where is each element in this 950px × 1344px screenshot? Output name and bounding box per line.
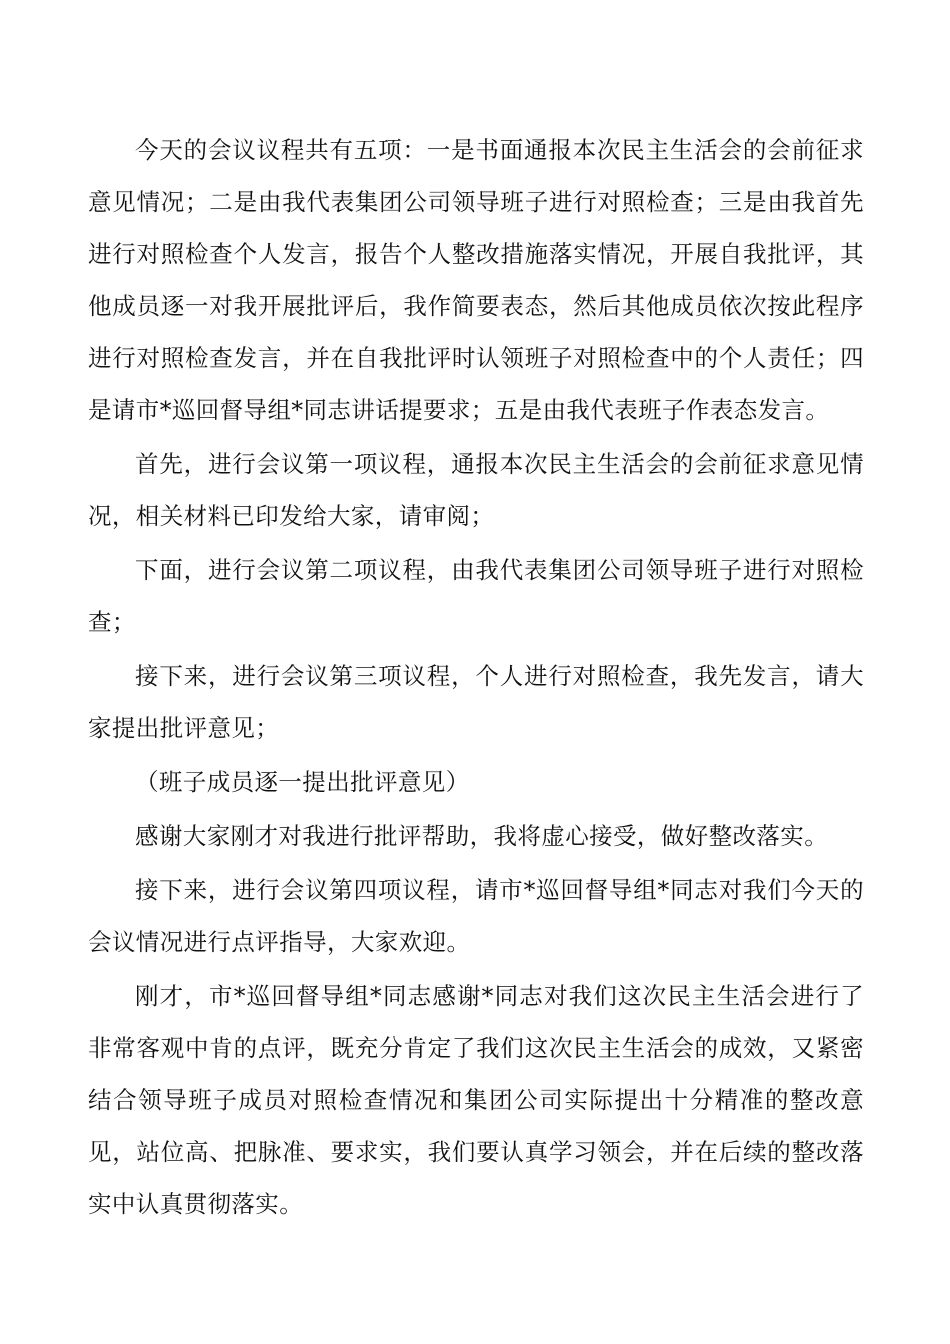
paragraph-thanks: 感谢大家刚才对我进行批评帮助，我将虚心接受，做好整改落实。: [135, 822, 829, 850]
paragraph-item-one: 首先，进行会议第一项议程，通报本次民主生活会的会前征求意见情况，相关材料已印发给大家，请审阅；: [88, 450, 864, 530]
paragraph-item-three: 接下来，进行会议第三项议程，个人进行对照检查，我先发言，请大家提出批评意见；: [88, 662, 864, 742]
paragraph-item-four: 接下来，进行会议第四项议程，请市*巡回督导组*同志对我们今天的会议情况进行点评指导，大家欢迎。: [88, 876, 864, 956]
paragraph-note: （班子成员逐一提出批评意见）: [135, 768, 470, 796]
document-body: [88, 124, 864, 1232]
paragraph-summary: 刚才，市*巡回督导组*同志感谢*同志对我们这次民主生活会进行了非常客观中肯的点评，既充分肯定了我们这次民主生活会的成效，又紧密结合领导班子成员对照检查情况和集团公司实际提出十分精准的整改意见，站位高、把脉准、要求实，我们要认真学习领会，并在后续的整改落实中认真贯彻落实。: [88, 982, 864, 1218]
paragraph-agenda: 今天的会议议程共有五项：一是书面通报本次民主生活会的会前征求意见情况；二是由我代表集团公司领导班子进行对照检查；三是由我首先进行对照检查个人发言，报告个人整改措施落实情况，开展自我批评，其他成员逐一对我开展批评后，我作简要表态，然后其他成员依次按此程序进行对照检查发言，并在自我批评时认领班子对照检查中的个人责任；四是请市*巡回督导组*同志讲话提要求；五是由我代表班子作表态发言。: [88, 136, 864, 424]
paragraph-item-two: 下面，进行会议第二项议程，由我代表集团公司领导班子进行对照检查；: [88, 556, 864, 636]
